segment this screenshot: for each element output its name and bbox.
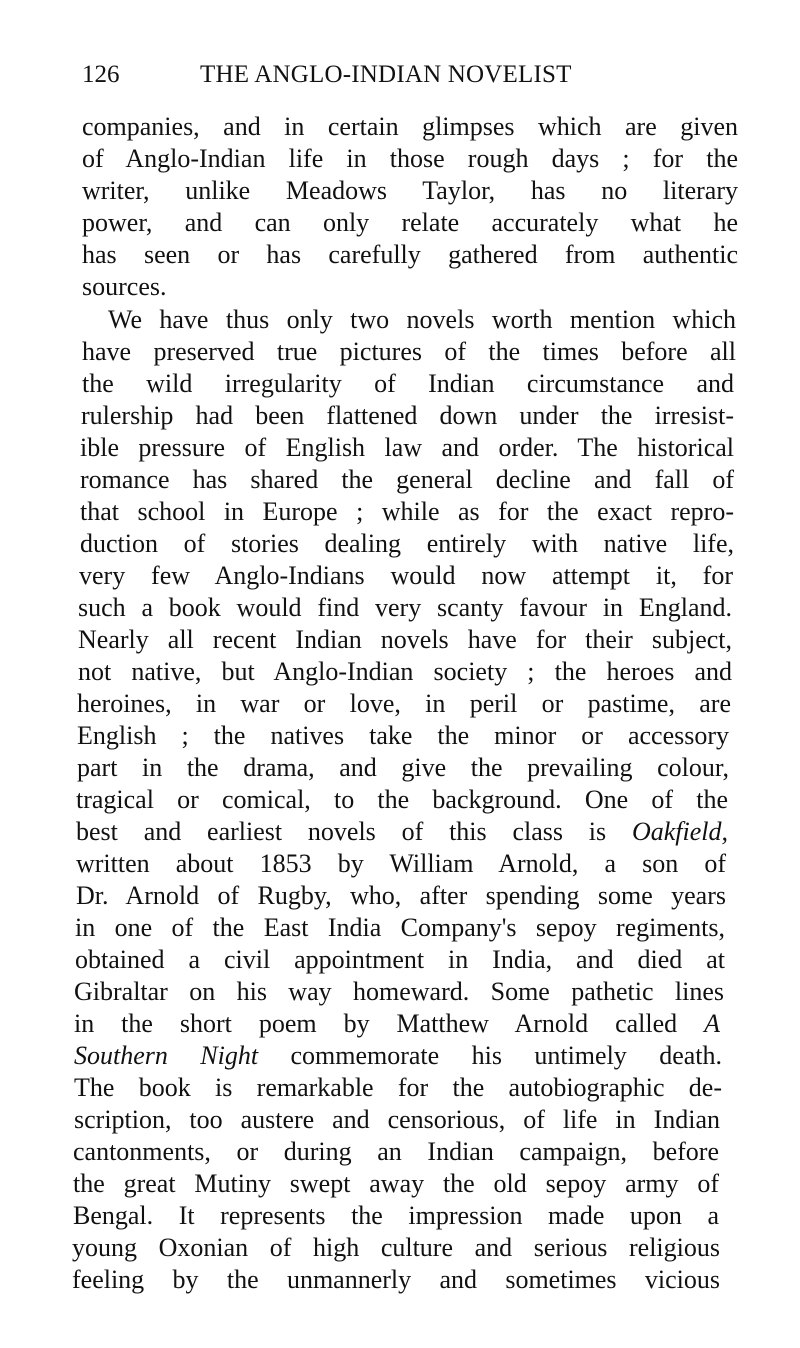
- text-line: [74, 1007, 720, 1040]
- text-line: tragical or comical, to the background. One of the: [76, 785, 728, 814]
- text-line: feeling by the unmannerly and sometimes vicious: [72, 1265, 720, 1294]
- text-line: such a book would find very scanty favour in England.: [78, 593, 732, 622]
- text-line: rulership had been flattened down under the irresist-: [81, 401, 734, 430]
- text-line: cantonments, or during an Indian campaign, before: [73, 1137, 719, 1166]
- text-run: best and earliest novels of this class is: [76, 817, 607, 846]
- text-run: commemorate his untimely death.: [290, 1041, 722, 1070]
- text-line: the wild irregularity of Indian circumstance and: [82, 369, 734, 398]
- text-line: English ; the natives take the minor or accessory: [77, 721, 729, 750]
- text-line: have preserved true pictures of the times before all: [82, 337, 736, 366]
- text-line: part in the drama, and give the prevailing colour,: [77, 753, 729, 782]
- text-line: the great Mutiny swept away the old sepoy army of: [73, 1169, 719, 1198]
- page-number: 126: [82, 61, 120, 88]
- text-line: of Anglo-Indian life in those rough days ; for the: [82, 144, 738, 173]
- text-line: not native, but Anglo-Indian society ; the heroes and: [78, 657, 732, 686]
- text-line: obtained a civil appointment in India, and died at: [75, 945, 725, 974]
- text-line: Bengal. It represents the impression made upon a: [73, 1201, 719, 1230]
- text-line: writer, unlike Meadows Taylor, has no literary: [82, 176, 738, 205]
- text-line: [74, 1039, 722, 1072]
- text-line: ible pressure of English law and order. The historical: [80, 433, 734, 462]
- text-line: has seen or has carefully gathered from authentic: [82, 240, 738, 269]
- text-line: power, and can only relate accurately what he: [82, 208, 738, 237]
- poem-title-start: A: [704, 1009, 721, 1038]
- text-line: in one of the East India Company's sepoy regiments,: [75, 913, 725, 942]
- text-line: very few Anglo-Indians would now attempt it, for: [79, 561, 733, 590]
- text-line: duction of stories dealing entirely with native life,: [80, 529, 734, 558]
- text-line: scription, too austere and censorious, of life in Indian: [74, 1105, 720, 1134]
- text-line: sources.: [82, 272, 167, 301]
- text-line: romance has shared the general decline and fall of: [80, 465, 734, 494]
- text-line: companies, and in certain glimpses which are given: [82, 112, 738, 141]
- poem-title-end: Southern Night: [74, 1041, 259, 1070]
- running-title: THE ANGLO-INDIAN NOVELIST: [200, 61, 572, 88]
- text-line: young Oxonian of high culture and serious religious: [72, 1233, 720, 1262]
- paragraph-first-line: We have thus only two novels worth mention which: [108, 305, 736, 334]
- book-title-oakfield: Oakfield,: [631, 817, 728, 846]
- text-line: heroines, in war or love, in peril or pastime, are: [77, 689, 731, 718]
- text-line: written about 1853 by William Arnold, a son of: [76, 849, 726, 878]
- running-head: [82, 58, 642, 92]
- text-line: Nearly all recent Indian novels have for their subject,: [78, 625, 732, 654]
- text-run: in the short poem by Matthew Arnold called: [74, 1009, 678, 1038]
- text-line: [76, 815, 728, 848]
- text-line: Dr. Arnold of Rugby, who, after spending some years: [76, 881, 726, 910]
- text-line: The book is remarkable for the autobiographic de-: [74, 1073, 722, 1102]
- text-line: Gibraltar on his way homeward. Some pathetic lines: [74, 977, 724, 1006]
- text-line: that school in Europe ; while as for the exact repro-: [80, 497, 734, 526]
